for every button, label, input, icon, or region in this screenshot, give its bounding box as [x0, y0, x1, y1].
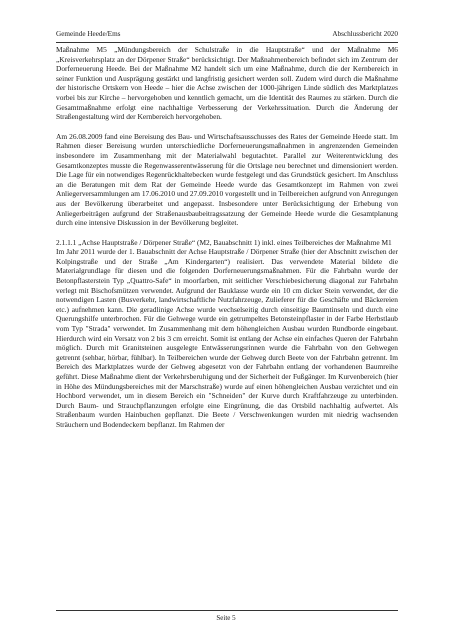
header-municipality: Gemeinde Heede/Ems	[56, 30, 121, 38]
header-report-title: Abschlussbericht 2020	[332, 30, 398, 38]
document-body	[56, 45, 398, 430]
paragraph-bauabschnitt: Im Jahr 2011 wurde der 1. Bauabschnitt der Achse Hauptstraße / Dörpener Straße (hier der Abschnitt zwischen der Kolpingstraße und der Straße „Am Kindergarten“) realisiert. Das verwendete Material bildete die Materialgrundlage für diesen und die folgenden Dorferneuerungsmaßnahmen. Für die Fahrbahn wurde der Betonpflasterstein Typ „Quattro-Safe“ in moorfarben, mit seitlicher Verschiebesicherung diagonal zur Fahrbahn verlegt mit Bischofsmützen verwendet. Aufgrund der Bauklasse wurde ein 10 cm dicker Stein verwendet, der die notwendigen Lasten (Busverkehr, landwirtschaftliche Nutzfahrzeuge, Zulieferer für die Geschäfte und Bäckereien etc.) aufnehmen kann. Die geradlinige Achse wurde wechselseitig durch einseitige Baumtinseln und durch eine Querungshilfe unterbrochen. Für die Gehwege wurde ein getrumpeltes Betonsteinpflaster in der Farbe Herbstlaub vom Typ "Strada" verwendet. Im Zusammenhang mit dem höhengleichen Ausbau wurden Rundborde eingebaut. Hierdurch wird ein Versatz von 2 bis 3 cm erreicht. Somit ist entlang der Achse ein einfaches Queren der Fahrbahn möglich. Durch mit Granitsteinen ausgelegte Entwässerungsrinnen wurde die Fahrbahn von den Gehwegen getrennt (sehbar, hörbar, fühlbar). In Teilbereichen wurde der Gehweg durch Beete von der Fahrbahn getrennt. Im Bereich des Marktplatzes wurde der Gehweg abgesetzt von der Fahrbahn entlang der vorhandenen Baumreihe geführt. Diese Maßnahme dient der Verkehrsberuhigung und der Sicherheit der Fußgänger. Im Kurvenbereich (hier in Höhe des Mündungsbereiches mit der Marschstraße) wurde auf einen höhengleichen Ausbau verzichtet und ein Hochbord verwendet, um in diesem Bereich ein "Schneiden" der Kurve durch Kraftfahrzeuge zu unterbinden. Durch Baum- und Strauchpflanzungen erfolgte eine Eingrünung, die das Ortsbild nachhaltig aufwertet. Als Straßenbaum wurden Hainbuchen gepflanzt. Die Beete / Verschwenkungen wurden mit niedrig wachsenden Sträuchern und Bodendeckern bepflanzt. Im Rahmen der	[56, 247, 398, 429]
page-header	[56, 30, 398, 42]
footer-rule	[56, 610, 398, 611]
paragraph-m2-intro: Maßnahme M5 „Mündungsbereich der Schulstraße in die Hauptstraße“ und der Maßnahme M6 „Kreisverkehrsplatz an der Dörpener Straße“ berücksichtigt. Der Maßnahmenbereich befindet sich im Zentrum der Dorferneuerung Heede. Bei der Maßnahme M2 handelt sich um eine Maßnahme, durch die der Kernbereich in seiner Funktion und Ausprägung gestärkt und langfristig gesichert werden soll. Zudem wird durch die Maßnahme der historische Ortskern von Heede – hier die Achse zwischen der 1000-jährigen Linde südlich des Marktplatzes vorbei bis zur Kirche – hervorgehoben und kenntlich gemacht, um die Identität des Raumes zu stärken. Durch die Gesamtmaßnahme erfolgt eine nachhaltige Verbesserung der Verkehrssituation. Durch die Änderung der Straßengestaltung wird der Kernbereich hervorgehoben.	[56, 45, 398, 122]
header-rule	[56, 42, 398, 43]
section-heading: 2.1.1.1 „Achse Hauptstraße / Dörpener Straße“ (M2, Bauabschnitt 1) inkl. eines Teilbereiches der Maßnahme M1	[56, 237, 392, 247]
paragraph-bereisung: Am 26.08.2009 fand eine Bereisung des Bau- und Wirtschaftsausschusses des Rates der Gemeinde Heede statt. Im Rahmen dieser Bereisung wurden unterschiedliche Dorferneuerungsmaßnahmen in angrenzenden Gemeinden insbesondere im Zusammenhang mit der Materialwahl begutachtet. Parallel zur Weiterentwicklung des Gesamtkonzeptes musste die Regenwasserentwässerung für die Ortslage neu berechnet und dimensioniert werden. Die Lage für ein notwendiges Regenrückhaltebecken wurde festgelegt und das Grundstück gesichert. Im Anschluss an die Beratungen mit dem Rat der Gemeinde Heede wurde das Gesamtkonzept im Rahmen von zwei Anliegerversammlungen am 17.06.2010 und 27.09.2010 vorgestellt und in Teilbereichen aufgrund von Anregungen aus der Bevölkerung überarbeitet und angepasst. Insbesondere unter Berücksichtigung der Erhebung von Anliegerbeiträgen aufgrund der Straßenausbaubeitragssatzung der Gemeinde Heede wurde die Gesamtplanung durch eine intensive Diskussion in der Bevölkerung begleitet.	[56, 131, 398, 228]
page-number: Seite 5	[216, 614, 236, 622]
